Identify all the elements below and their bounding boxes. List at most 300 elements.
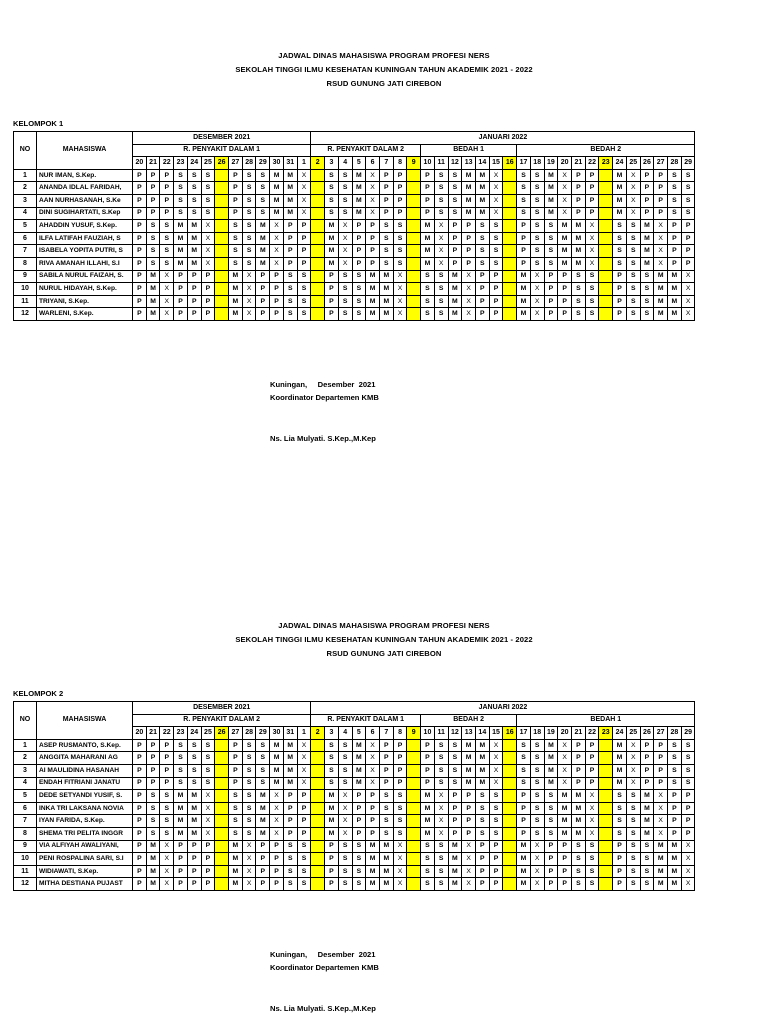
- header-day: 25: [626, 727, 640, 740]
- shift-cell: P: [283, 827, 297, 840]
- shift-cell: M: [352, 752, 366, 765]
- shift-cell: M: [668, 878, 682, 891]
- shift-cell: S: [448, 182, 462, 195]
- shift-cell: [503, 245, 517, 258]
- header-day: 21: [572, 727, 586, 740]
- shift-cell: P: [297, 802, 311, 815]
- shift-cell: M: [668, 308, 682, 321]
- shift-cell: S: [626, 840, 640, 853]
- shift-cell: M: [366, 840, 380, 853]
- shift-cell: P: [475, 283, 489, 296]
- shift-cell: S: [475, 802, 489, 815]
- shift-cell: [311, 169, 325, 182]
- shift-cell: X: [462, 295, 476, 308]
- header-unit: R. PENYAKIT DALAM 1: [133, 144, 311, 157]
- student-name: RIVA AMANAH ILLAHI, S.I: [37, 257, 133, 270]
- shift-cell: P: [352, 220, 366, 233]
- shift-cell: S: [475, 257, 489, 270]
- shift-cell: P: [393, 182, 407, 195]
- shift-cell: P: [640, 169, 654, 182]
- shift-cell: P: [160, 739, 174, 752]
- shift-cell: [311, 752, 325, 765]
- shift-cell: P: [187, 865, 201, 878]
- shift-cell: M: [517, 878, 531, 891]
- shift-cell: X: [160, 865, 174, 878]
- shift-cell: M: [229, 270, 243, 283]
- shift-cell: X: [462, 878, 476, 891]
- shift-cell: X: [489, 182, 503, 195]
- shift-cell: S: [242, 232, 256, 245]
- shift-cell: P: [146, 182, 160, 195]
- shift-cell: P: [517, 790, 531, 803]
- shift-cell: S: [640, 840, 654, 853]
- shift-cell: P: [681, 815, 695, 828]
- shift-cell: X: [201, 245, 215, 258]
- shift-cell: S: [434, 308, 448, 321]
- shift-cell: X: [654, 232, 668, 245]
- shift-cell: P: [133, 815, 147, 828]
- shift-cell: P: [270, 853, 284, 866]
- shift-cell: [407, 245, 421, 258]
- student-name: ANGGITA MAHARANI AG: [37, 752, 133, 765]
- shift-cell: M: [462, 777, 476, 790]
- header-day: 1: [297, 157, 311, 170]
- shift-cell: M: [174, 827, 188, 840]
- shift-cell: P: [585, 739, 599, 752]
- shift-cell: X: [201, 257, 215, 270]
- shift-cell: S: [325, 169, 339, 182]
- shift-cell: S: [297, 283, 311, 296]
- shift-cell: S: [640, 295, 654, 308]
- shift-cell: P: [613, 283, 627, 296]
- shift-cell: S: [338, 194, 352, 207]
- shift-cell: P: [668, 257, 682, 270]
- shift-cell: M: [379, 270, 393, 283]
- shift-cell: M: [270, 207, 284, 220]
- table-row: [14, 790, 695, 803]
- header-day: 23: [599, 157, 613, 170]
- shift-cell: X: [338, 815, 352, 828]
- shift-cell: P: [572, 777, 586, 790]
- shift-cell: S: [434, 283, 448, 296]
- header-day: 20: [558, 157, 572, 170]
- shift-cell: S: [421, 283, 435, 296]
- shift-cell: X: [297, 777, 311, 790]
- shift-cell: M: [174, 220, 188, 233]
- shift-cell: [599, 232, 613, 245]
- shift-cell: X: [338, 802, 352, 815]
- shift-cell: P: [352, 827, 366, 840]
- shift-cell: S: [297, 865, 311, 878]
- shift-cell: P: [585, 169, 599, 182]
- row-number: 2: [14, 752, 37, 765]
- shift-cell: X: [270, 827, 284, 840]
- shift-cell: [311, 790, 325, 803]
- shift-cell: S: [572, 853, 586, 866]
- shift-cell: P: [325, 878, 339, 891]
- shift-cell: P: [201, 295, 215, 308]
- shift-cell: S: [201, 169, 215, 182]
- shift-cell: S: [338, 764, 352, 777]
- shift-cell: M: [544, 739, 558, 752]
- shift-cell: S: [242, 220, 256, 233]
- shift-cell: X: [338, 232, 352, 245]
- shift-cell: S: [256, 752, 270, 765]
- shift-cell: X: [366, 752, 380, 765]
- shift-cell: S: [517, 739, 531, 752]
- shift-cell: P: [640, 194, 654, 207]
- shift-cell: S: [338, 853, 352, 866]
- table-row: [14, 764, 695, 777]
- shift-cell: P: [613, 865, 627, 878]
- shift-cell: [215, 257, 229, 270]
- shift-cell: P: [489, 308, 503, 321]
- shift-cell: S: [681, 739, 695, 752]
- shift-cell: S: [379, 220, 393, 233]
- shift-cell: M: [174, 815, 188, 828]
- shift-cell: S: [393, 257, 407, 270]
- shift-cell: P: [229, 752, 243, 765]
- shift-cell: M: [654, 840, 668, 853]
- shift-cell: M: [283, 182, 297, 195]
- shift-cell: S: [242, 182, 256, 195]
- header-day: 20: [558, 727, 572, 740]
- header-day: 6: [366, 727, 380, 740]
- shift-cell: S: [517, 182, 531, 195]
- header-day: 5: [352, 157, 366, 170]
- shift-cell: S: [229, 815, 243, 828]
- student-name: MITHA DESTIANA PUJAST: [37, 878, 133, 891]
- shift-cell: S: [421, 295, 435, 308]
- shift-cell: [215, 270, 229, 283]
- shift-cell: P: [160, 207, 174, 220]
- shift-cell: S: [544, 245, 558, 258]
- shift-cell: S: [187, 182, 201, 195]
- shift-cell: P: [544, 865, 558, 878]
- shift-cell: S: [393, 232, 407, 245]
- shift-cell: P: [256, 308, 270, 321]
- shift-cell: P: [544, 878, 558, 891]
- shift-cell: M: [229, 865, 243, 878]
- header-day: 23: [174, 727, 188, 740]
- shift-cell: [215, 207, 229, 220]
- shift-cell: S: [585, 308, 599, 321]
- shift-cell: M: [462, 764, 476, 777]
- shift-cell: M: [379, 840, 393, 853]
- shift-cell: P: [640, 764, 654, 777]
- shift-cell: M: [572, 232, 586, 245]
- shift-cell: X: [585, 220, 599, 233]
- shift-cell: P: [160, 182, 174, 195]
- shift-cell: S: [325, 739, 339, 752]
- student-name: AI MAULIDINA HASANAH: [37, 764, 133, 777]
- shift-cell: S: [421, 308, 435, 321]
- shift-cell: S: [434, 182, 448, 195]
- table-row: [14, 245, 695, 258]
- shift-cell: S: [379, 257, 393, 270]
- table-row: [14, 840, 695, 853]
- shift-cell: M: [256, 220, 270, 233]
- shift-cell: S: [544, 802, 558, 815]
- shift-cell: P: [654, 194, 668, 207]
- shift-cell: M: [448, 840, 462, 853]
- shift-cell: M: [640, 232, 654, 245]
- shift-cell: [407, 840, 421, 853]
- header-day: 20: [133, 157, 147, 170]
- shift-cell: S: [242, 207, 256, 220]
- shift-cell: P: [668, 790, 682, 803]
- shift-cell: P: [133, 232, 147, 245]
- shift-cell: M: [544, 764, 558, 777]
- shift-cell: P: [585, 207, 599, 220]
- shift-cell: M: [325, 827, 339, 840]
- shift-cell: [311, 295, 325, 308]
- shift-cell: S: [668, 777, 682, 790]
- shift-cell: M: [654, 865, 668, 878]
- shift-cell: P: [133, 182, 147, 195]
- shift-cell: M: [229, 295, 243, 308]
- shift-cell: M: [544, 169, 558, 182]
- shift-cell: P: [297, 815, 311, 828]
- shift-cell: S: [681, 207, 695, 220]
- shift-cell: P: [229, 739, 243, 752]
- shift-cell: S: [297, 840, 311, 853]
- shift-cell: P: [668, 802, 682, 815]
- shift-cell: P: [133, 257, 147, 270]
- shift-cell: [311, 878, 325, 891]
- shift-cell: [503, 182, 517, 195]
- shift-cell: M: [187, 245, 201, 258]
- shift-cell: [503, 194, 517, 207]
- shift-cell: S: [544, 232, 558, 245]
- shift-cell: X: [626, 764, 640, 777]
- shift-cell: S: [530, 182, 544, 195]
- shift-cell: S: [448, 764, 462, 777]
- shift-cell: S: [544, 257, 558, 270]
- shift-cell: M: [462, 169, 476, 182]
- shift-cell: X: [462, 283, 476, 296]
- shift-cell: P: [475, 270, 489, 283]
- shift-cell: P: [585, 194, 599, 207]
- shift-cell: P: [572, 739, 586, 752]
- shift-cell: S: [448, 777, 462, 790]
- shift-cell: [599, 245, 613, 258]
- shift-cell: P: [668, 827, 682, 840]
- shift-cell: M: [366, 878, 380, 891]
- header-day: 22: [585, 157, 599, 170]
- shift-cell: S: [434, 752, 448, 765]
- shift-cell: S: [160, 257, 174, 270]
- shift-cell: X: [201, 790, 215, 803]
- shift-cell: S: [146, 827, 160, 840]
- shift-cell: [503, 878, 517, 891]
- shift-cell: P: [558, 283, 572, 296]
- shift-cell: M: [448, 270, 462, 283]
- shift-cell: S: [256, 182, 270, 195]
- shift-cell: M: [352, 182, 366, 195]
- shift-cell: [503, 840, 517, 853]
- shift-cell: P: [366, 220, 380, 233]
- shift-cell: X: [338, 827, 352, 840]
- shift-cell: [311, 232, 325, 245]
- shift-cell: P: [187, 308, 201, 321]
- shift-cell: P: [681, 827, 695, 840]
- shift-cell: P: [133, 270, 147, 283]
- header-day: 17: [517, 727, 531, 740]
- shift-cell: S: [187, 739, 201, 752]
- shift-cell: X: [160, 853, 174, 866]
- shift-cell: X: [558, 207, 572, 220]
- shift-cell: S: [517, 777, 531, 790]
- shift-cell: [311, 220, 325, 233]
- group-label: KELOMPOK 2: [13, 689, 64, 698]
- shift-cell: S: [585, 865, 599, 878]
- shift-cell: [215, 739, 229, 752]
- shift-cell: P: [668, 245, 682, 258]
- shift-cell: [503, 815, 517, 828]
- shift-cell: [599, 840, 613, 853]
- shift-cell: M: [283, 739, 297, 752]
- shift-cell: P: [229, 207, 243, 220]
- shift-cell: [311, 182, 325, 195]
- header-day: 14: [475, 727, 489, 740]
- header-day: 11: [434, 727, 448, 740]
- shift-cell: P: [544, 283, 558, 296]
- shift-cell: P: [558, 840, 572, 853]
- shift-cell: M: [421, 257, 435, 270]
- shift-cell: P: [517, 827, 531, 840]
- shift-cell: M: [379, 308, 393, 321]
- header-day: 21: [572, 157, 586, 170]
- shift-cell: P: [640, 182, 654, 195]
- table-row: [14, 220, 695, 233]
- shift-cell: P: [640, 207, 654, 220]
- shift-cell: P: [133, 865, 147, 878]
- shift-cell: M: [517, 840, 531, 853]
- shift-cell: S: [681, 182, 695, 195]
- row-number: 8: [14, 827, 37, 840]
- shift-cell: S: [393, 245, 407, 258]
- shift-cell: P: [352, 232, 366, 245]
- shift-cell: S: [613, 790, 627, 803]
- shift-cell: S: [160, 790, 174, 803]
- shift-cell: X: [489, 207, 503, 220]
- shift-cell: [311, 308, 325, 321]
- shift-cell: P: [681, 257, 695, 270]
- shift-cell: S: [283, 840, 297, 853]
- shift-cell: X: [160, 270, 174, 283]
- shift-cell: M: [462, 739, 476, 752]
- shift-cell: X: [338, 220, 352, 233]
- shift-cell: S: [160, 220, 174, 233]
- shift-cell: S: [201, 739, 215, 752]
- shift-cell: S: [668, 739, 682, 752]
- shift-cell: X: [366, 764, 380, 777]
- row-number: 10: [14, 853, 37, 866]
- header-day: 19: [544, 157, 558, 170]
- shift-cell: M: [146, 840, 160, 853]
- shift-cell: [311, 764, 325, 777]
- shift-cell: P: [352, 802, 366, 815]
- shift-cell: [311, 815, 325, 828]
- shift-cell: P: [325, 270, 339, 283]
- shift-cell: X: [585, 245, 599, 258]
- row-number: 7: [14, 245, 37, 258]
- shift-cell: S: [434, 777, 448, 790]
- title-line-3: RSUD GUNUNG JATI CIREBON: [326, 649, 442, 658]
- shift-cell: P: [146, 739, 160, 752]
- shift-cell: P: [352, 815, 366, 828]
- shift-cell: P: [187, 878, 201, 891]
- header-unit: R. PENYAKIT DALAM 2: [311, 144, 421, 157]
- shift-cell: M: [366, 283, 380, 296]
- shift-cell: P: [558, 853, 572, 866]
- header-day: 31: [283, 727, 297, 740]
- shift-cell: X: [270, 790, 284, 803]
- title-line-2: SEKOLAH TINGGI ILMU KESEHATAN KUNINGAN TAHUN AKADEMIK 2021 - 2022: [235, 635, 533, 644]
- shift-cell: M: [668, 270, 682, 283]
- schedule-table-group-2: [13, 701, 695, 891]
- shift-cell: [407, 827, 421, 840]
- header-unit: R. PENYAKIT DALAM 1: [311, 714, 421, 727]
- shift-cell: M: [187, 827, 201, 840]
- header-day: 27: [229, 157, 243, 170]
- shift-cell: M: [448, 283, 462, 296]
- shift-cell: [215, 752, 229, 765]
- header-day: 30: [270, 727, 284, 740]
- shift-cell: P: [681, 232, 695, 245]
- shift-cell: S: [242, 802, 256, 815]
- shift-cell: S: [517, 194, 531, 207]
- shift-cell: P: [283, 257, 297, 270]
- shift-cell: P: [654, 169, 668, 182]
- shift-cell: X: [366, 777, 380, 790]
- signature-block-1: [270, 378, 379, 445]
- shift-cell: X: [585, 802, 599, 815]
- shift-cell: M: [448, 865, 462, 878]
- shift-cell: [599, 752, 613, 765]
- shift-cell: S: [434, 270, 448, 283]
- shift-cell: P: [462, 232, 476, 245]
- shift-cell: S: [338, 283, 352, 296]
- shift-cell: M: [270, 169, 284, 182]
- shift-cell: S: [338, 295, 352, 308]
- shift-cell: S: [283, 878, 297, 891]
- shift-cell: M: [352, 764, 366, 777]
- shift-cell: M: [572, 790, 586, 803]
- shift-cell: S: [201, 182, 215, 195]
- shift-cell: S: [352, 878, 366, 891]
- shift-cell: P: [133, 295, 147, 308]
- shift-cell: P: [146, 207, 160, 220]
- shift-cell: P: [174, 308, 188, 321]
- shift-cell: P: [421, 764, 435, 777]
- shift-cell: P: [201, 308, 215, 321]
- shift-cell: S: [229, 790, 243, 803]
- shift-cell: P: [174, 878, 188, 891]
- shift-cell: S: [530, 827, 544, 840]
- row-number: 11: [14, 295, 37, 308]
- shift-cell: [503, 752, 517, 765]
- shift-cell: S: [174, 752, 188, 765]
- shift-cell: M: [325, 232, 339, 245]
- shift-cell: P: [283, 232, 297, 245]
- shift-cell: P: [133, 194, 147, 207]
- header-day: 28: [668, 727, 682, 740]
- shift-cell: P: [174, 270, 188, 283]
- shift-cell: M: [558, 257, 572, 270]
- shift-cell: M: [421, 815, 435, 828]
